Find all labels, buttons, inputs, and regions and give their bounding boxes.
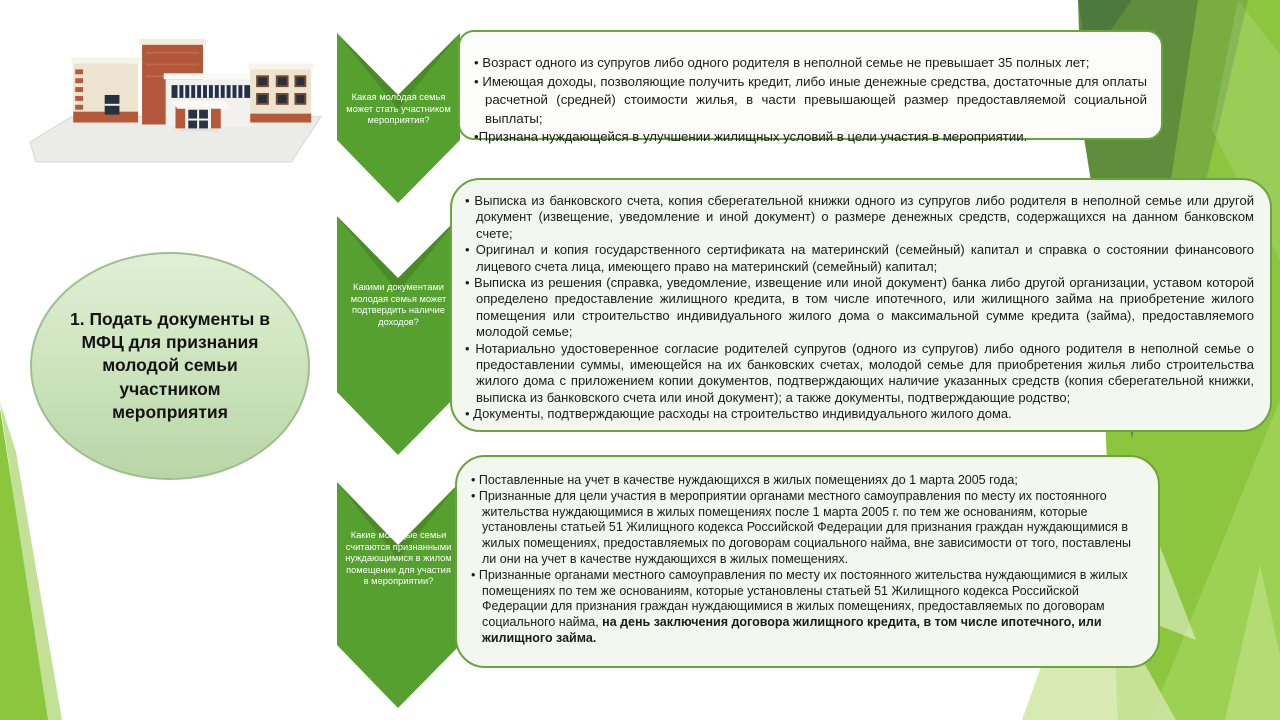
window-mullion xyxy=(105,104,120,106)
bullet-item: • Имеющая доходы, позволяющие получить кредит, либо иные денежные средства, достаточные для оплаты расчетной (средней) стоимости жилья, в части превышающей размер предоставляемой социальной выплаты; xyxy=(474,73,1147,126)
bullet-item: • Поставленные на учет в качестве нуждающихся в жилых помещениях до 1 марта 2005 года; xyxy=(471,473,1018,487)
step-3-details-box xyxy=(455,455,1160,668)
step-circle-text: 1. Подать документы в МФЦ для признания молодой семьи участником мероприятия xyxy=(70,309,270,422)
bullet-item: • Признанные органами местного самоуправления по месту их постоянного жительства нуждающимися в жилых помещениях по тем же основаниям, которые установлены статьей 51 Жилищного кодекса Российской Федерации для признания граждан нуждающимися в жилых помещениях, предоставляемых по договорам социального найма, на день заключения договора жилищного кредита, в том числе ипотечного, или жилищного займа. xyxy=(471,567,1128,645)
facet-bottom-left xyxy=(0,408,48,720)
question-label-1: Какая молодая семья может стать участником мероприятия? xyxy=(346,92,451,125)
bullet-item: • Выписка из решения (справка, уведомление, извещение или иной документ) банка либо другой организации, уставом которой определено предоставление жилищного кредита, в том числе ипотечного, или жилищного займа на приобретение жилого помещения или строительство индивидуального жилого дома о максимальной сумме кредита (займа), предоставляемого молодой семье; xyxy=(465,275,1254,340)
step-1-details-box xyxy=(458,30,1163,144)
left-wing-cornice xyxy=(71,58,140,64)
question-label-3: Какие молодые семьи считаются признанными нуждающимися в жилом помещении для участия в мероприятии? xyxy=(345,530,452,586)
question-chevron-2 xyxy=(337,216,460,455)
brick-line xyxy=(146,64,199,66)
brick-stripe xyxy=(75,87,83,92)
brick-stripe xyxy=(75,78,83,83)
brick-stripe xyxy=(75,96,83,101)
bullet-item: • Документы, подтверждающие расходы на строительство индивидуального жилого дома. xyxy=(465,406,1012,422)
step-2-details-box xyxy=(450,178,1272,432)
brick-stripe xyxy=(75,69,83,74)
bullet-item: • Выписка из банковского счета, копия сберегательной книжки одного из супругов либо родителя в неполной семье или другой документ (извещение, уведомление и иной документ) о размере денежных средств, содержащихся на данном банковском счете; xyxy=(465,193,1254,241)
entrance-step xyxy=(179,128,218,131)
step-1-bullet-list xyxy=(474,54,1147,147)
mfc-building-illustration xyxy=(28,18,323,168)
step-3-bullet-list xyxy=(471,473,1142,647)
door-divider xyxy=(188,119,208,121)
question-label-2: Какими документами молодая семья может подтвердить наличие доходов? xyxy=(350,282,447,327)
brick-stripe xyxy=(75,105,83,110)
question-chevron-3 xyxy=(337,482,460,708)
step-2-bullet-list xyxy=(465,193,1254,423)
brick-line xyxy=(146,52,199,54)
bullet-item: •Признана нуждающейся в улучшении жилищных условий в цели участия в мероприятии. xyxy=(474,129,1028,144)
bullet-bold-tail: на день заключения договора жилищного кредита, в том числе ипотечного, или жилищного займа. xyxy=(482,615,1102,645)
bullet-item: • Признанные для цели участия в мероприятии органами местного самоуправления по месту их постоянного жительства нуждающимися в жилых помещениях после 1 марта 2005 г. по тем же основаниям, которые установлены статьей 51 Жилищного кодекса Российской Федерации для признания граждан нуждающимися в жилых помещениях, предоставляемых по договорам социального найма, вне зависимости от того, поставлены ли они на учет в качестве нуждающихся в жилых помещениях. xyxy=(471,488,1131,566)
right-wing-cornice xyxy=(248,64,313,70)
mid-block-cornice xyxy=(164,73,258,79)
center-tower-cornice xyxy=(139,39,206,45)
step-circle xyxy=(30,252,310,480)
right-wing-brick-band xyxy=(250,114,311,123)
bullet-item: • Оригинал и копия государственного сертификата на материнский (семейный) капитал и справка о состоянии финансового лицевого счета лица, имеющего право на материнский (семейный) капитал; xyxy=(465,242,1254,274)
bullet-item: • Возраст одного из супругов либо одного родителя в неполной семье не превышает 35 полных лет; xyxy=(474,55,1090,70)
bullet-item: • Нотариально удостоверенное согласие родителей супругов (одного из супругов) либо одного родителя в неполной семье о предоставлении суммы, имеющейся на их банковских счетах, молодой семье для приобретения жилья либо строительства жилого дома с приложением копии документов, подтверждающих наличие указанных средств (копия сберегательной книжки, выписка из банковского счета или иной документ); а также документы, подтверждающие родство; xyxy=(465,340,1254,405)
